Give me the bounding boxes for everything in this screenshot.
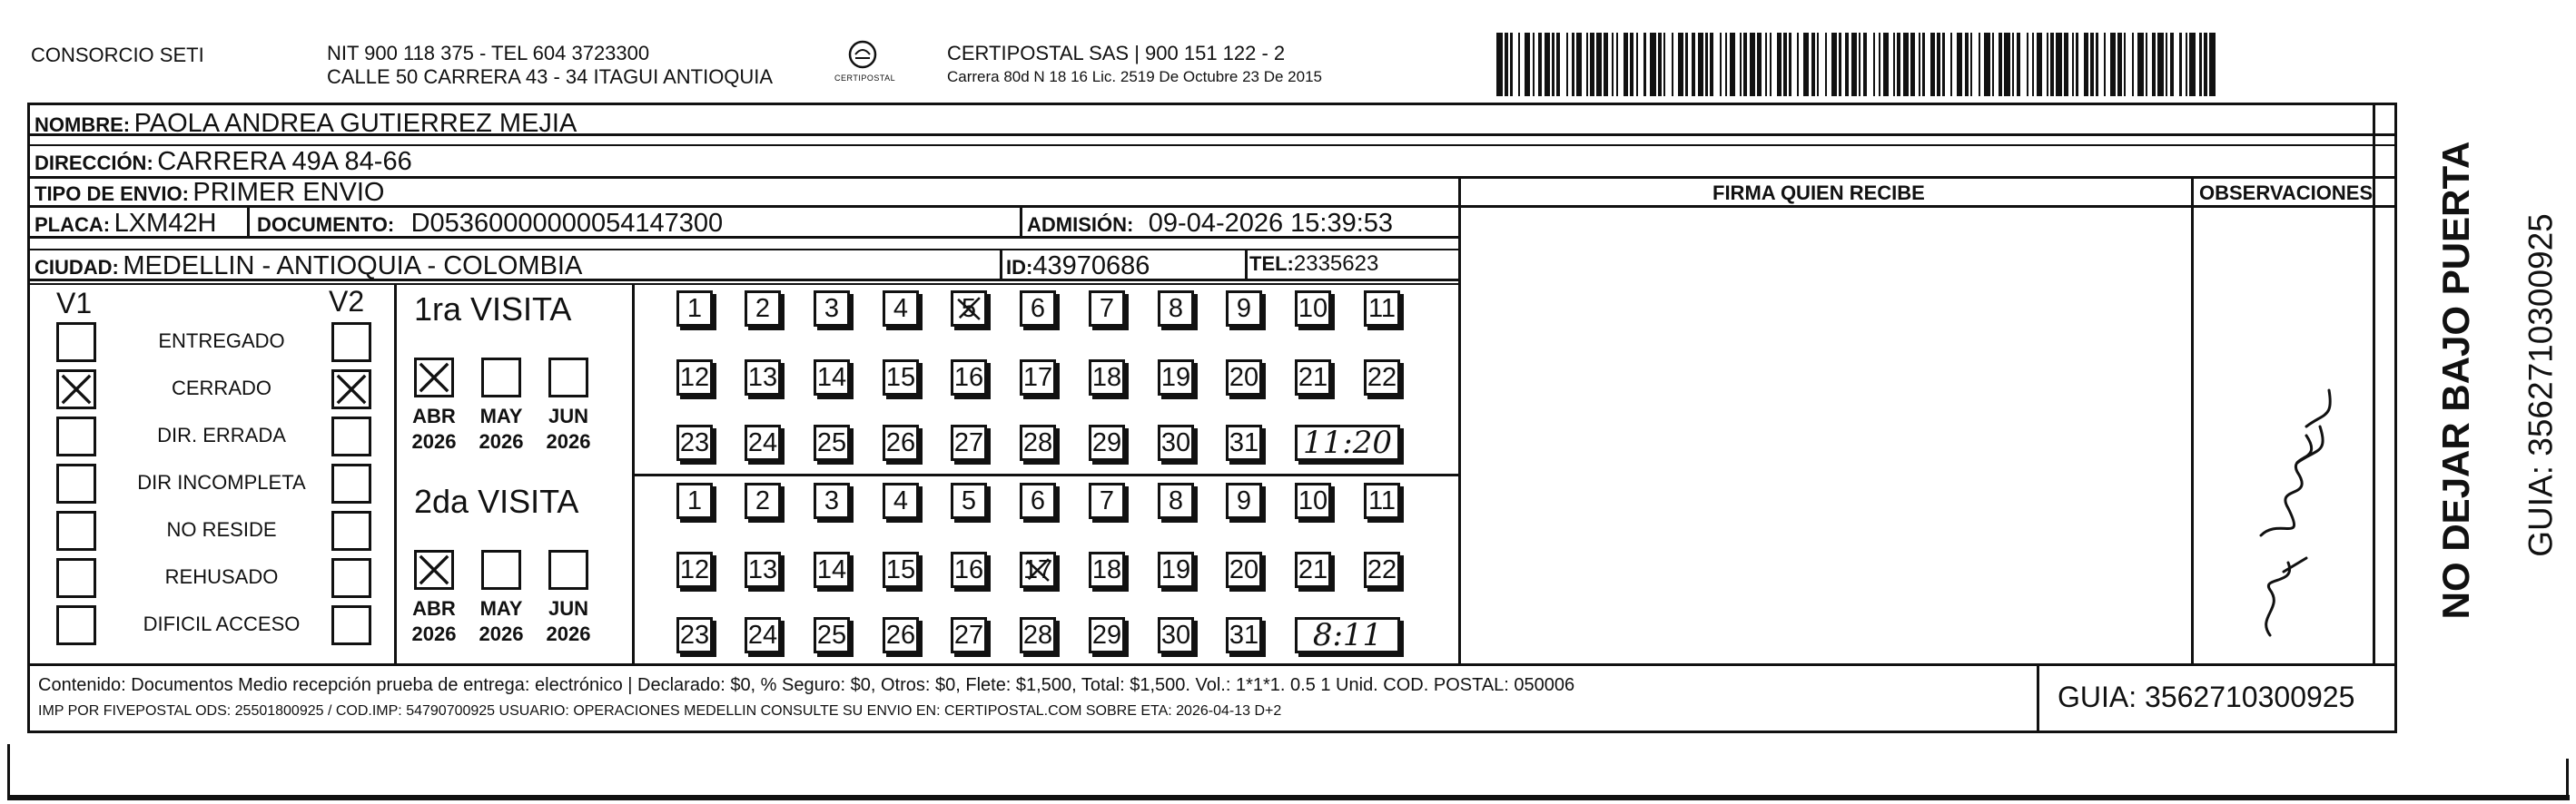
v2-checkbox[interactable] bbox=[331, 605, 371, 645]
license-line: Carrera 80d N 18 16 Lic. 2519 De Octubre 23 De 2015 bbox=[947, 68, 1322, 85]
day-box[interactable] bbox=[1089, 359, 1125, 396]
visit-title: 1ra VISITA bbox=[414, 290, 572, 328]
day-box[interactable] bbox=[1158, 617, 1194, 653]
day-box[interactable] bbox=[814, 425, 850, 461]
admision-value: 09-04-2026 15:39:53 bbox=[1148, 209, 1394, 238]
month-label: ABR bbox=[412, 405, 456, 427]
nit-line: NIT 900 118 375 - TEL 604 3723300 bbox=[327, 42, 650, 64]
nombre-value: PAOLA ANDREA GUTIERREZ MEJIA bbox=[133, 109, 577, 138]
day-label: 26 bbox=[885, 620, 916, 650]
ciudad-value: MEDELLIN - ANTIOQUIA - COLOMBIA bbox=[123, 251, 583, 280]
day-label: 4 bbox=[893, 485, 909, 515]
day-label: 15 bbox=[885, 554, 916, 584]
company-name: CONSORCIO SETI bbox=[31, 44, 204, 66]
day-label: 9 bbox=[1236, 293, 1252, 323]
v2-checkbox[interactable] bbox=[331, 558, 371, 598]
year-label: 2026 bbox=[411, 430, 457, 453]
day-label: 12 bbox=[679, 554, 710, 584]
month-label: ABR bbox=[412, 597, 456, 620]
day-box[interactable] bbox=[1020, 617, 1056, 653]
day-label: 25 bbox=[816, 620, 847, 650]
month-label: MAY bbox=[479, 597, 523, 620]
day-box[interactable] bbox=[676, 290, 713, 327]
v1-checkbox[interactable] bbox=[56, 605, 96, 645]
barcode bbox=[1496, 33, 2218, 96]
id-label: ID: bbox=[1006, 256, 1033, 279]
day-box[interactable] bbox=[1158, 552, 1194, 588]
visit-time: 11:20 bbox=[1303, 425, 1392, 461]
day-label: 2 bbox=[755, 293, 771, 323]
status-label: DIR INCOMPLETA bbox=[137, 471, 306, 494]
visit-title: 2da VISITA bbox=[414, 483, 579, 520]
tipo-value: PRIMER ENVIO bbox=[192, 178, 385, 207]
day-box[interactable] bbox=[1295, 483, 1331, 519]
signature bbox=[2243, 363, 2352, 653]
day-box[interactable] bbox=[951, 425, 987, 461]
month-label: MAY bbox=[479, 405, 523, 427]
page-right-edge bbox=[2566, 759, 2569, 799]
tel-label: TEL: bbox=[1249, 252, 1294, 275]
day-box[interactable] bbox=[883, 290, 919, 327]
day-label: 29 bbox=[1091, 427, 1122, 457]
day-label: 13 bbox=[747, 362, 778, 392]
day-label: 28 bbox=[1022, 620, 1053, 650]
day-label: 19 bbox=[1160, 554, 1191, 584]
side-line2: GUIA: 3562710300925 bbox=[2522, 213, 2560, 557]
logo-text: CERTIPOSTAL bbox=[834, 74, 896, 83]
day-box[interactable] bbox=[883, 425, 919, 461]
year-label: 2026 bbox=[411, 623, 457, 645]
day-box[interactable] bbox=[814, 552, 850, 588]
day-mark-icon bbox=[953, 293, 984, 324]
direccion-label: DIRECCIÓN: bbox=[35, 152, 153, 174]
day-box[interactable] bbox=[745, 617, 781, 653]
day-label: 17 bbox=[1022, 362, 1053, 392]
day-box[interactable] bbox=[1364, 552, 1400, 588]
footer-imp: IMP POR FIVEPOSTAL ODS: 25501800925 / COD.IMP: 54790700925 USUARIO: OPERACIONES MEDELLIN CONSULTE SU ENVIO EN: CERTIPOSTAL.COM SOBRE ETA: 2026-04-13 D+2 bbox=[38, 703, 1282, 719]
day-box[interactable] bbox=[1020, 290, 1056, 327]
day-box[interactable] bbox=[676, 359, 713, 396]
day-box[interactable] bbox=[1089, 552, 1125, 588]
year-label: 2026 bbox=[546, 623, 591, 645]
v2-checkbox[interactable] bbox=[331, 417, 371, 456]
day-label: 25 bbox=[816, 427, 847, 457]
day-mark-icon bbox=[1022, 554, 1053, 585]
admision-label: ADMISIÓN: bbox=[1027, 213, 1134, 236]
day-box[interactable] bbox=[814, 483, 850, 519]
day-label: 14 bbox=[816, 362, 847, 392]
day-label: 31 bbox=[1229, 427, 1259, 457]
day-box[interactable] bbox=[883, 483, 919, 519]
month-checkbox[interactable] bbox=[548, 358, 588, 397]
day-label: 17 bbox=[1022, 554, 1053, 584]
v1-checkbox[interactable] bbox=[56, 417, 96, 456]
footer-guia: GUIA: 3562710300925 bbox=[2058, 681, 2355, 713]
day-box[interactable] bbox=[883, 552, 919, 588]
day-box[interactable] bbox=[951, 483, 987, 519]
day-box[interactable] bbox=[1158, 425, 1194, 461]
v1-checkbox[interactable] bbox=[56, 369, 96, 409]
side-text bbox=[2406, 127, 2560, 644]
month-label: JUN bbox=[548, 597, 588, 620]
day-label: 8 bbox=[1168, 293, 1184, 323]
address-line: CALLE 50 CARRERA 43 - 34 ITAGUI ANTIOQUIA bbox=[327, 65, 774, 88]
day-label: 3 bbox=[824, 293, 840, 323]
certipostal-logo-icon bbox=[831, 38, 894, 93]
certipostal-line: CERTIPOSTAL SAS | 900 151 122 - 2 bbox=[947, 42, 1286, 64]
v2-label: V2 bbox=[329, 285, 365, 318]
tipo-label: TIPO DE ENVIO: bbox=[35, 182, 189, 205]
day-label: 11 bbox=[1367, 293, 1397, 323]
status-label: ENTREGADO bbox=[158, 329, 285, 352]
day-box[interactable] bbox=[1226, 290, 1262, 327]
day-box[interactable] bbox=[1295, 359, 1331, 396]
status-label: REHUSADO bbox=[164, 565, 279, 588]
day-box[interactable] bbox=[883, 359, 919, 396]
v1-checkbox[interactable] bbox=[56, 558, 96, 598]
month-label: JUN bbox=[548, 405, 588, 427]
day-label: 29 bbox=[1091, 620, 1122, 650]
v1-checkbox[interactable] bbox=[56, 464, 96, 504]
day-label: 24 bbox=[747, 427, 778, 457]
tel-value: 2335623 bbox=[1293, 251, 1379, 276]
placa-value: LXM42H bbox=[114, 209, 217, 238]
day-box[interactable] bbox=[745, 290, 781, 327]
month-checkbox[interactable] bbox=[481, 358, 521, 397]
day-label: 21 bbox=[1298, 554, 1328, 584]
day-box[interactable] bbox=[883, 617, 919, 653]
day-label: 26 bbox=[885, 427, 916, 457]
day-label: 28 bbox=[1022, 427, 1053, 457]
observaciones-header: OBSERVACIONES bbox=[2199, 181, 2374, 204]
day-label: 27 bbox=[953, 620, 984, 650]
day-box[interactable] bbox=[745, 552, 781, 588]
day-label: 10 bbox=[1298, 485, 1328, 515]
day-box[interactable] bbox=[1020, 552, 1056, 588]
day-box[interactable] bbox=[745, 359, 781, 396]
page-bottom-edge bbox=[7, 795, 2570, 800]
day-box[interactable] bbox=[814, 617, 850, 653]
day-label: 15 bbox=[885, 362, 916, 392]
year-label: 2026 bbox=[479, 430, 524, 453]
day-label: 27 bbox=[953, 427, 984, 457]
v2-checkbox[interactable] bbox=[331, 322, 371, 362]
day-label: 2 bbox=[755, 485, 771, 515]
day-box[interactable] bbox=[1020, 359, 1056, 396]
day-label: 18 bbox=[1091, 554, 1122, 584]
day-box[interactable] bbox=[676, 425, 713, 461]
ciudad-label: CIUDAD: bbox=[35, 256, 119, 279]
direccion-value: CARRERA 49A 84-66 bbox=[157, 147, 412, 176]
day-box[interactable] bbox=[951, 359, 987, 396]
month-checkbox[interactable] bbox=[481, 550, 521, 590]
day-box[interactable] bbox=[745, 425, 781, 461]
day-label: 30 bbox=[1160, 620, 1191, 650]
day-box[interactable] bbox=[814, 290, 850, 327]
day-label: 7 bbox=[1099, 293, 1115, 323]
day-box[interactable] bbox=[1158, 483, 1194, 519]
day-box[interactable] bbox=[951, 617, 987, 653]
month-checkbox[interactable] bbox=[548, 550, 588, 590]
documento-label: DOCUMENTO: bbox=[257, 213, 395, 236]
day-label: 4 bbox=[893, 293, 909, 323]
day-label: 1 bbox=[686, 485, 703, 515]
day-label: 12 bbox=[679, 362, 710, 392]
status-label: DIR. ERRADA bbox=[157, 424, 286, 446]
year-label: 2026 bbox=[479, 623, 524, 645]
day-label: 31 bbox=[1229, 620, 1259, 650]
day-label: 7 bbox=[1099, 485, 1115, 515]
day-label: 13 bbox=[747, 554, 778, 584]
day-label: 20 bbox=[1229, 362, 1259, 392]
day-box[interactable] bbox=[1295, 552, 1331, 588]
day-box[interactable] bbox=[1020, 483, 1056, 519]
day-label: 22 bbox=[1367, 554, 1397, 584]
v1-checkbox[interactable] bbox=[56, 322, 96, 362]
side-line1: NO DEJAR BAJO PUERTA bbox=[2434, 141, 2477, 620]
year-label: 2026 bbox=[546, 430, 591, 453]
day-box[interactable] bbox=[676, 552, 713, 588]
day-label: 9 bbox=[1236, 485, 1252, 515]
nombre-label: NOMBRE: bbox=[35, 113, 131, 136]
day-box[interactable] bbox=[1364, 483, 1400, 519]
day-box[interactable] bbox=[1226, 617, 1262, 653]
day-box[interactable] bbox=[1364, 290, 1400, 327]
firma-header: FIRMA QUIEN RECIBE bbox=[1712, 181, 1925, 204]
day-label: 16 bbox=[953, 362, 984, 392]
day-box[interactable] bbox=[951, 290, 987, 327]
day-label: 1 bbox=[686, 293, 703, 323]
day-label: 18 bbox=[1091, 362, 1122, 392]
day-box[interactable] bbox=[1226, 483, 1262, 519]
day-box[interactable] bbox=[1089, 617, 1125, 653]
day-box[interactable] bbox=[676, 617, 713, 653]
day-box[interactable] bbox=[1089, 425, 1125, 461]
day-box[interactable] bbox=[951, 552, 987, 588]
day-label: 16 bbox=[953, 554, 984, 584]
day-box[interactable] bbox=[1226, 552, 1262, 588]
day-label: 14 bbox=[816, 554, 847, 584]
visit-time: 8:11 bbox=[1312, 617, 1383, 653]
day-label: 3 bbox=[824, 485, 840, 515]
day-box[interactable] bbox=[1226, 359, 1262, 396]
status-label: NO RESIDE bbox=[166, 518, 277, 541]
v2-checkbox[interactable] bbox=[331, 511, 371, 551]
day-label: 8 bbox=[1168, 485, 1184, 515]
day-label: 23 bbox=[679, 620, 710, 650]
day-box[interactable] bbox=[1158, 359, 1194, 396]
day-box[interactable] bbox=[1295, 290, 1331, 327]
day-label: 20 bbox=[1229, 554, 1259, 584]
day-box[interactable] bbox=[1158, 290, 1194, 327]
day-label: 23 bbox=[679, 427, 710, 457]
id-value: 43970686 bbox=[1032, 251, 1150, 280]
day-label: 5 bbox=[961, 485, 977, 515]
day-label: 30 bbox=[1160, 427, 1191, 457]
visit-time-box[interactable] bbox=[1295, 425, 1400, 461]
day-box[interactable] bbox=[745, 483, 781, 519]
day-box[interactable] bbox=[814, 359, 850, 396]
day-box[interactable] bbox=[1364, 359, 1400, 396]
day-box[interactable] bbox=[1020, 425, 1056, 461]
visit-time-box[interactable] bbox=[1295, 617, 1400, 653]
v1-checkbox[interactable] bbox=[56, 511, 96, 551]
day-label: 6 bbox=[1030, 293, 1046, 323]
status-label: DIFICIL ACCESO bbox=[143, 613, 301, 635]
day-box[interactable] bbox=[1089, 290, 1125, 327]
documento-value: D05360000000054147300 bbox=[410, 209, 724, 238]
status-label: CERRADO bbox=[171, 377, 271, 399]
day-box[interactable] bbox=[676, 483, 713, 519]
month-checkbox[interactable] bbox=[414, 358, 454, 397]
day-label: 21 bbox=[1298, 362, 1328, 392]
v1-label: V1 bbox=[56, 287, 93, 319]
day-label: 19 bbox=[1160, 362, 1191, 392]
month-checkbox[interactable] bbox=[414, 550, 454, 590]
day-label: 5 bbox=[961, 293, 977, 323]
day-label: 10 bbox=[1298, 293, 1328, 323]
v2-checkbox[interactable] bbox=[331, 464, 371, 504]
day-box[interactable] bbox=[1089, 483, 1125, 519]
page-left-edge bbox=[7, 744, 10, 799]
placa-label: PLACA: bbox=[35, 213, 111, 236]
day-label: 22 bbox=[1367, 362, 1397, 392]
footer-contenido: Contenido: Documentos Medio recepción prueba de entrega: electrónico | Declarado: $0, % Seguro: $0, Otros: $0, Flete: $1,500, Total: $1,500. Vol.: 1*1*1. 0.5 1 Unid. COD. POSTAL: 050006 bbox=[38, 675, 1575, 695]
day-box[interactable] bbox=[1226, 425, 1262, 461]
v2-checkbox[interactable] bbox=[331, 369, 371, 409]
day-label: 6 bbox=[1030, 485, 1046, 515]
day-label: 24 bbox=[747, 620, 778, 650]
day-label: 11 bbox=[1367, 485, 1397, 515]
